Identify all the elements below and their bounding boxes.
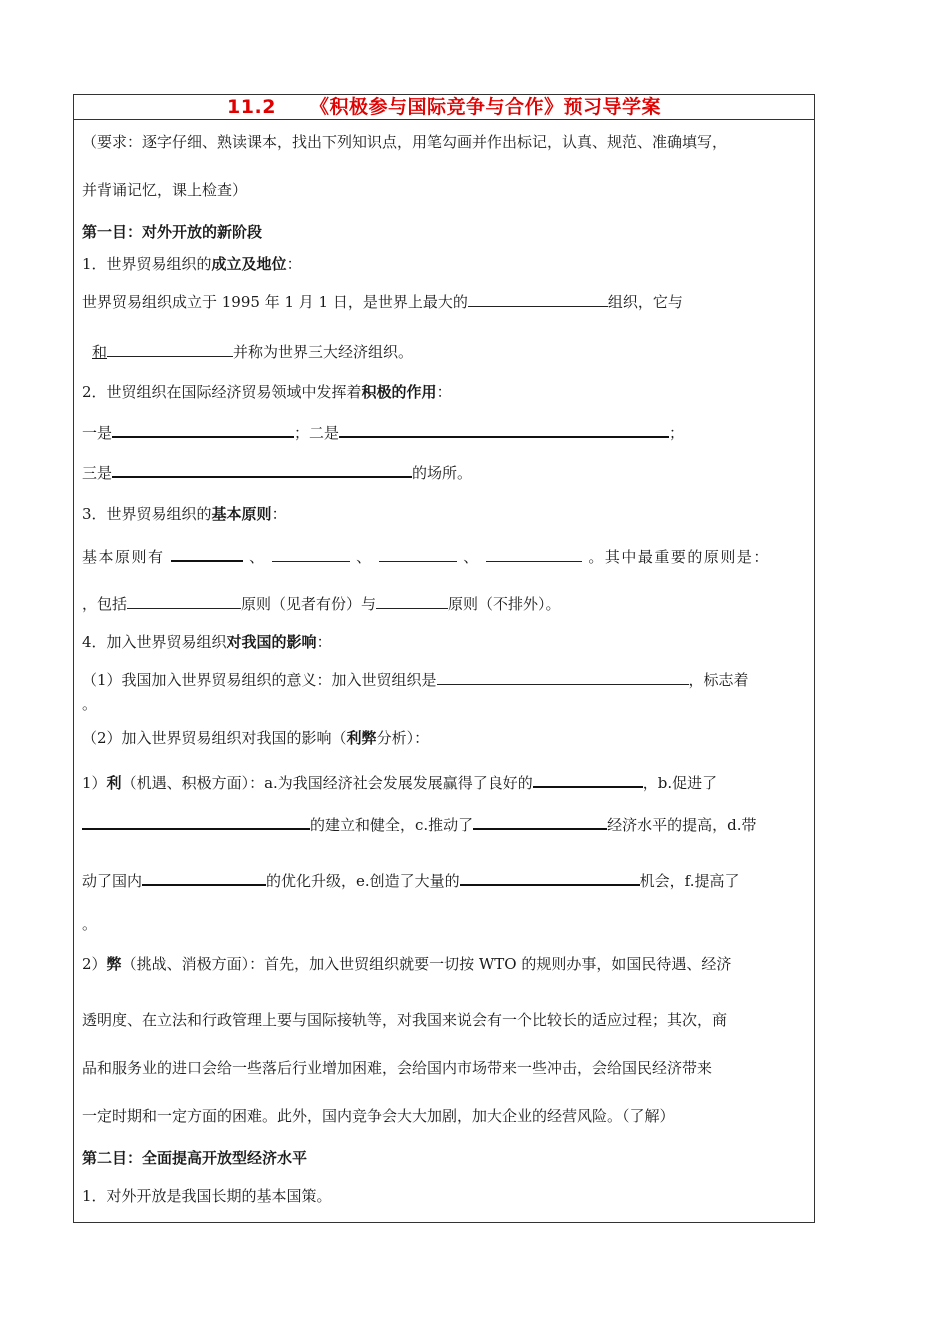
fill-blank[interactable] [533, 771, 643, 788]
fill-blank[interactable] [376, 593, 448, 609]
fill-blank[interactable] [142, 869, 266, 886]
fill-blank[interactable] [127, 593, 241, 609]
fill-blank[interactable] [272, 546, 350, 562]
pro-line3: 动了国内 的优化升级，e.创造了大量的 机会，f.提高了 [82, 869, 806, 891]
item2-label: 2．世贸组织在国际经济贸易领域中发挥着积极的作用： [82, 383, 452, 401]
fill-blank[interactable] [107, 341, 233, 357]
item3-label: 3．世界贸易组织的基本原则： [82, 505, 287, 523]
item4-sub2: （2）加入世界贸易组织对我国的影响（利弊分析）： [82, 729, 430, 747]
page-title [74, 95, 814, 119]
con-line3: 品和服务业的进口会给一些落后行业增加困难，会给国内市场带来一些冲击，会给国民经济带来 [82, 1059, 713, 1077]
fill-blank[interactable] [468, 291, 608, 307]
fill-blank[interactable] [486, 546, 582, 562]
pro-line1: 1）利（机遇、积极方面）：a.为我国经济社会发展发展赢得了良好的 ，b.促进了 [82, 771, 806, 793]
title-divider [74, 119, 814, 120]
fill-blank[interactable] [171, 545, 243, 562]
worksheet-frame [73, 94, 815, 1223]
requirement-line-2: 并背诵记忆，课上检查） [82, 181, 248, 199]
fill-blank[interactable] [379, 546, 457, 562]
fill-blank[interactable] [437, 669, 689, 685]
item4-label: 4．加入世界贸易组织对我国的影响： [82, 633, 332, 651]
item1-line2: 和 并称为世界三大经济组织。 [92, 343, 414, 361]
section2-heading: 第二目：全面提高开放型经济水平 [82, 1149, 308, 1167]
item1-label: 1．世界贸易组织的成立及地位： [82, 255, 302, 273]
requirement-line-1: （要求：逐字仔细、熟读课本，找出下列知识点，用笔勾画并作出标记，认真、规范、准确填写， [82, 133, 728, 151]
item3-line2: ，包括 原则（见者有份）与 原则（不排外）。 [82, 595, 561, 613]
fill-blank[interactable] [112, 421, 294, 438]
item3-line1: 基本原则有 、 、 、 。其中最重要的原则是： [82, 545, 806, 567]
title-number: 11.2 [227, 96, 276, 118]
item4-sub1-end: 。 [82, 695, 98, 713]
fill-blank[interactable] [473, 813, 607, 830]
item2-line2: 三是 的场所。 [82, 461, 806, 483]
item2-line1: 一是 ；二是 ； [82, 421, 806, 443]
con-line2: 透明度、在立法和行政管理上要与国际接轨等，对我国来说会有一个比较长的适应过程；其次，商 [82, 1011, 728, 1029]
title-text: 《积极参与国际竞争与合作》预习导学案 [309, 96, 661, 118]
item4-sub1: （1）我国加入世界贸易组织的意义：加入世贸组织是 ，标志着 [82, 671, 749, 689]
fill-blank[interactable] [339, 421, 669, 438]
pro-line2: 的建立和健全，c.推动了 经济水平的提高，d.带 [82, 813, 806, 835]
pro-line4-end: 。 [82, 915, 98, 933]
item1-line1: 世界贸易组织成立于 1995 年 1 月 1 日，是世界上最大的 组织，它与 [82, 293, 683, 311]
fill-blank[interactable] [82, 813, 310, 830]
section2-item1: 1．对外开放是我国长期的基本国策。 [82, 1187, 332, 1205]
fill-blank[interactable] [460, 869, 640, 886]
fill-blank[interactable] [112, 461, 412, 478]
con-line1: 2）弊（挑战、消极方面）：首先，加入世贸组织就要一切按 WTO 的规则办事，如国民待遇、经济 [82, 955, 732, 973]
con-line4: 一定时期和一定方面的困难。此外，国内竞争会大大加剧，加大企业的经营风险。（了解） [82, 1107, 675, 1125]
section1-heading: 第一目：对外开放的新阶段 [82, 223, 263, 241]
